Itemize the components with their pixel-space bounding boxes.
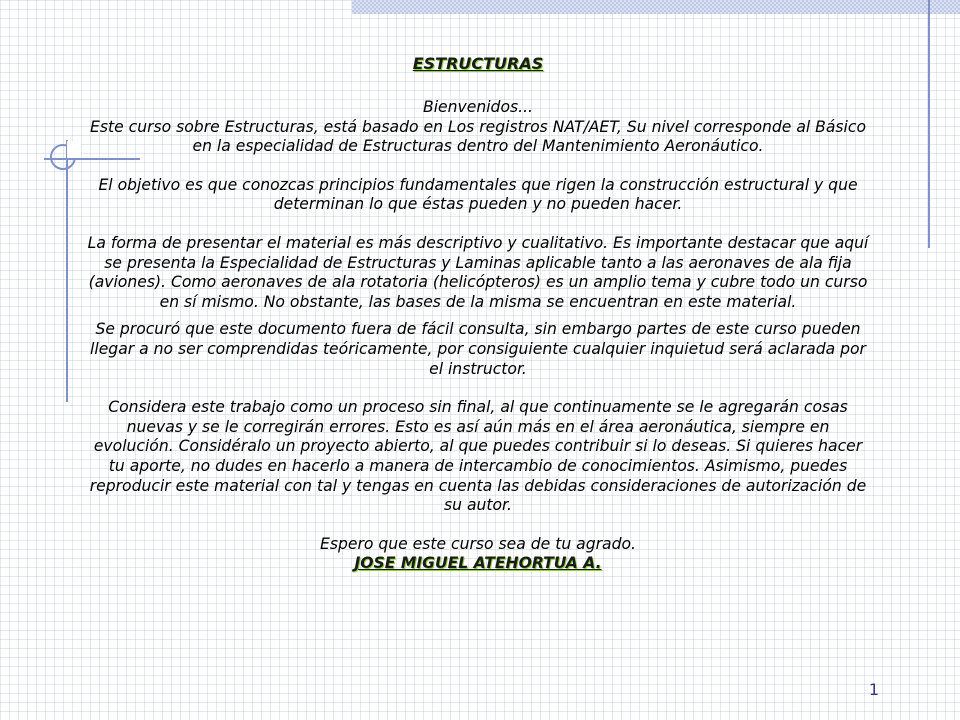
- paragraph-objective: El objetivo es que conozcas principios fundamentales que rigen la construcción estructural y que determinan lo que éstas pueden y no pueden hacer.: [98, 175, 858, 214]
- paragraph-open-project: Considera este trabajo como un proceso sin final, al que continuamente se le agregarán cosas nuevas y se le corregirán errores. Esto es así aún más en el área aeronáutica, siempre en evolución. Considéralo un proyecto abierto, al que puedes contribuir si lo deseas. Si quieres hacer tu aporte, no dudes en hacerlo a manera de intercambio de conocimientos. Asimismo, puedes reproducir este material con tal y tengas en cuenta las debidas consideraciones de autorización de su autor.: [89, 398, 867, 515]
- paragraph-format: La forma de presentar el material es más descriptivo y cualitativo. Es importante destacar que aquí se presenta la Especialidad de Estructuras y Laminas aplicable tanto a las aeronaves de ala fija (aviones). Como aeronaves de ala rotatoria (helicópteros) es un amplio tema y cubre todo un curso en sí mismo. No obstante, las bases de la misma se encuentran en este material.: [87, 233, 869, 311]
- top-decorative-band: [352, 0, 960, 14]
- slide-title: ESTRUCTURAS: [412, 54, 544, 73]
- paragraph-consultation: Se procuró que este documento fuera de fácil consulta, sin embargo partes de este curso pueden llegar a no ser comprendidas teóricamente, por consiguiente cualquier inquietud será aclarada por el instructor.: [90, 320, 866, 378]
- closing-text: Espero que este curso sea de tu agrado.: [319, 534, 637, 553]
- author-signature: JOSE MIGUEL ATEHORTUA A.: [354, 554, 602, 573]
- slide-content: [86, 52, 870, 574]
- corner-ring-mask: [67, 141, 81, 158]
- paragraph-intro: Este curso sobre Estructuras, está basado en Los registros NAT/AET, Su nivel corresponde al Básico en la especialidad de Estructuras dentro del Mantenimiento Aeronáutico.: [90, 117, 866, 156]
- right-vertical-rule: [928, 0, 930, 248]
- greeting-text: Bienvenidos...: [423, 98, 533, 116]
- left-vertical-rule: [66, 140, 68, 402]
- page-number: 1: [868, 680, 880, 699]
